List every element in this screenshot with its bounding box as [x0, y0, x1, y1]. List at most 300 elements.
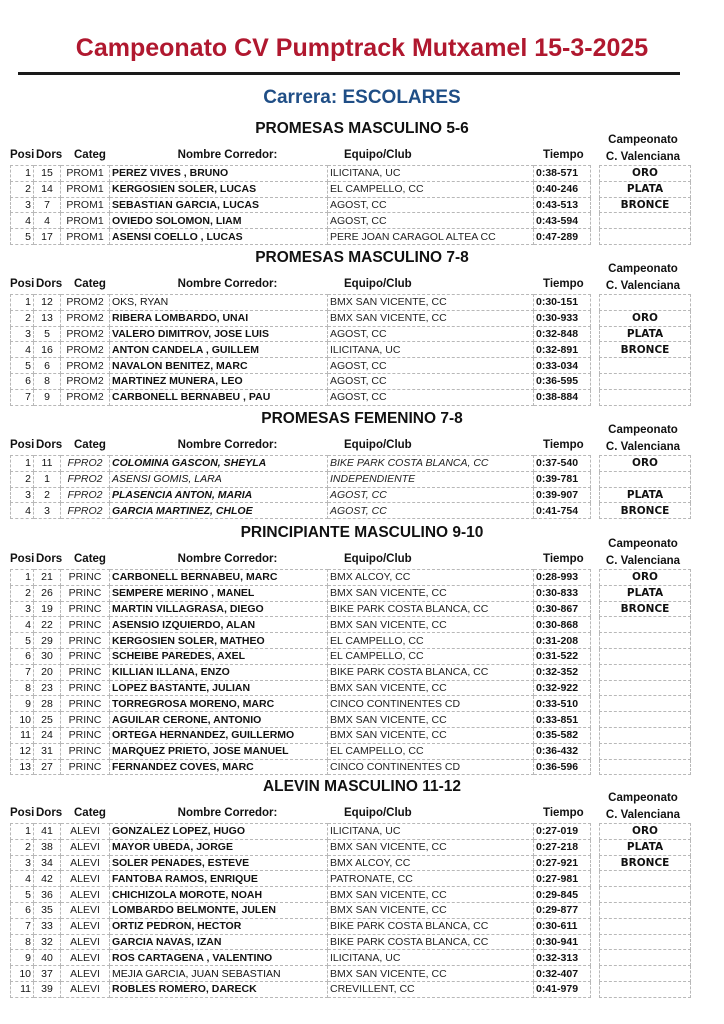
time-cell: 0:36-595	[534, 373, 591, 389]
time-cell: 0:27-981	[534, 871, 591, 887]
rider-name-cell: PEREZ VIVES , BRUNO	[110, 166, 328, 182]
medal-cell	[600, 950, 691, 966]
bib-number-cell: 13	[34, 310, 61, 326]
section-title: PRINCIPIANTE MASCULINO 9-10	[240, 524, 484, 541]
rider-name-cell: FANTOBA RAMOS, ENRIQUE	[110, 871, 328, 887]
column-header-club: Equipo/Club	[344, 553, 412, 565]
bib-number-cell: 26	[34, 585, 61, 601]
column-header-name: Nombre Corredor:	[177, 278, 278, 290]
category-cell: ALEVI	[61, 839, 110, 855]
medal-cell: BRONCE	[600, 342, 691, 358]
table-row[interactable]	[11, 743, 691, 759]
time-cell: 0:32-848	[534, 326, 591, 342]
time-cell: 0:43-513	[534, 197, 591, 213]
rider-name-cell: KERGOSIEN SOLER, LUCAS	[110, 181, 328, 197]
rider-name-cell: SEMPERE MERINO , MANEL	[110, 585, 328, 601]
rider-name-cell: MARTINEZ MUNERA, LEO	[110, 373, 328, 389]
section-title: PROMESAS FEMENINO 7-8	[261, 410, 463, 427]
category-cell: PROM1	[61, 229, 110, 245]
column-header-dors: Dors	[36, 278, 63, 290]
club-cell: PERE JOAN CARAGOL ALTEA CC	[328, 229, 534, 245]
medal-cell	[600, 373, 691, 389]
column-header-posi: Posi	[10, 278, 35, 290]
page-title: Campeonato CV Pumptrack Mutxamel 15-3-2025	[75, 34, 649, 62]
rider-name-cell: SOLER PENADES, ESTEVE	[110, 855, 328, 871]
time-cell: 0:30-151	[534, 295, 591, 311]
category-cell: PROM1	[61, 213, 110, 229]
table-row[interactable]	[11, 950, 691, 966]
column-gap	[591, 871, 600, 887]
category-cell: ALEVI	[61, 855, 110, 871]
position-cell: 7	[11, 389, 34, 405]
bib-number-cell: 17	[34, 229, 61, 245]
table-row[interactable]	[11, 617, 691, 633]
category-cell: FPRO2	[61, 503, 110, 519]
time-cell: 0:36-596	[534, 759, 591, 775]
bib-number-cell: 20	[34, 664, 61, 680]
table-row[interactable]	[11, 570, 691, 586]
results-section	[0, 778, 724, 1001]
table-row[interactable]	[11, 918, 691, 934]
position-cell: 5	[11, 358, 34, 374]
club-cell: AGOST, CC	[328, 326, 534, 342]
position-cell: 3	[11, 487, 34, 503]
club-cell: AGOST, CC	[328, 197, 534, 213]
results-table	[10, 165, 691, 245]
column-gap	[591, 342, 600, 358]
column-header-dors: Dors	[36, 439, 63, 451]
championship-header-line2: C. Valenciana	[605, 280, 681, 292]
position-cell: 6	[11, 902, 34, 918]
column-gap	[591, 487, 600, 503]
title-divider	[18, 72, 680, 75]
bib-number-cell: 32	[34, 934, 61, 950]
time-cell: 0:30-833	[534, 585, 591, 601]
medal-cell	[600, 633, 691, 649]
position-cell: 8	[11, 934, 34, 950]
category-cell: PRINC	[61, 664, 110, 680]
time-cell: 0:30-611	[534, 918, 591, 934]
club-cell: BMX SAN VICENTE, CC	[328, 295, 534, 311]
bib-number-cell: 22	[34, 617, 61, 633]
table-row[interactable]	[11, 648, 691, 664]
bib-number-cell: 2	[34, 487, 61, 503]
club-cell: BIKE PARK COSTA BLANCA, CC	[328, 601, 534, 617]
table-row[interactable]	[11, 601, 691, 617]
rider-name-cell: TORREGROSA MORENO, MARC	[110, 696, 328, 712]
column-header-posi: Posi	[10, 807, 35, 819]
rider-name-cell: GONZALEZ LOPEZ, HUGO	[110, 824, 328, 840]
time-cell: 0:31-522	[534, 648, 591, 664]
championship-header-line2: C. Valenciana	[605, 151, 681, 163]
position-cell: 3	[11, 197, 34, 213]
bib-number-cell: 16	[34, 342, 61, 358]
position-cell: 1	[11, 824, 34, 840]
table-row[interactable]	[11, 342, 691, 358]
column-header-categ: Categ	[74, 553, 106, 565]
position-cell: 2	[11, 839, 34, 855]
rider-name-cell: MAYOR UBEDA, JORGE	[110, 839, 328, 855]
column-header-posi: Posi	[10, 553, 35, 565]
category-cell: PROM1	[61, 166, 110, 182]
time-cell: 0:43-594	[534, 213, 591, 229]
category-cell: PRINC	[61, 696, 110, 712]
table-row[interactable]	[11, 696, 691, 712]
medal-cell: PLATA	[600, 181, 691, 197]
rider-name-cell: KERGOSIEN SOLER, MATHEO	[110, 633, 328, 649]
position-cell: 6	[11, 373, 34, 389]
results-table	[10, 569, 691, 775]
position-cell: 10	[11, 712, 34, 728]
medal-cell: ORO	[600, 570, 691, 586]
rider-name-cell: ROS CARTAGENA , VALENTINO	[110, 950, 328, 966]
bib-number-cell: 14	[34, 181, 61, 197]
results-table	[10, 455, 691, 519]
section-title: PROMESAS MASCULINO 7-8	[255, 249, 469, 266]
medal-cell	[600, 664, 691, 680]
position-cell: 7	[11, 918, 34, 934]
medal-cell	[600, 934, 691, 950]
table-row[interactable]	[11, 389, 691, 405]
table-row[interactable]	[11, 487, 691, 503]
medal-cell	[600, 648, 691, 664]
position-cell: 10	[11, 966, 34, 982]
club-cell: EL CAMPELLO, CC	[328, 633, 534, 649]
rider-name-cell: GARCIA NAVAS, IZAN	[110, 934, 328, 950]
table-row[interactable]	[11, 824, 691, 840]
bib-number-cell: 25	[34, 712, 61, 728]
table-row[interactable]	[11, 295, 691, 311]
column-gap	[591, 585, 600, 601]
category-cell: PROM2	[61, 310, 110, 326]
rider-name-cell: CARBONELL BERNABEU , PAU	[110, 389, 328, 405]
time-cell: 0:30-867	[534, 601, 591, 617]
table-row[interactable]	[11, 680, 691, 696]
rider-name-cell: NAVALON BENITEZ, MARC	[110, 358, 328, 374]
club-cell: BMX SAN VICENTE, CC	[328, 680, 534, 696]
medal-cell	[600, 966, 691, 982]
club-cell: BMX SAN VICENTE, CC	[328, 310, 534, 326]
column-gap	[591, 213, 600, 229]
column-gap	[591, 310, 600, 326]
bib-number-cell: 6	[34, 358, 61, 374]
medal-cell	[600, 617, 691, 633]
table-row[interactable]	[11, 471, 691, 487]
medal-cell	[600, 471, 691, 487]
bib-number-cell: 36	[34, 887, 61, 903]
bib-number-cell: 38	[34, 839, 61, 855]
time-cell: 0:29-845	[534, 887, 591, 903]
table-row[interactable]	[11, 456, 691, 472]
category-cell: PRINC	[61, 648, 110, 664]
column-header-name: Nombre Corredor:	[177, 553, 278, 565]
column-gap	[591, 887, 600, 903]
time-cell: 0:30-941	[534, 934, 591, 950]
results-table	[10, 823, 691, 998]
time-cell: 0:37-540	[534, 456, 591, 472]
column-gap	[591, 759, 600, 775]
medal-cell: BRONCE	[600, 197, 691, 213]
medal-cell	[600, 213, 691, 229]
table-row[interactable]	[11, 712, 691, 728]
table-row[interactable]	[11, 727, 691, 743]
column-header-posi: Posi	[10, 149, 35, 161]
column-header-club: Equipo/Club	[344, 278, 412, 290]
rider-name-cell: VALERO DIMITROV, JOSE LUIS	[110, 326, 328, 342]
column-gap	[591, 229, 600, 245]
position-cell: 3	[11, 855, 34, 871]
bib-number-cell: 19	[34, 601, 61, 617]
club-cell: CREVILLENT, CC	[328, 981, 534, 997]
column-gap	[591, 373, 600, 389]
medal-cell: ORO	[600, 166, 691, 182]
bib-number-cell: 9	[34, 389, 61, 405]
position-cell: 4	[11, 342, 34, 358]
column-header-categ: Categ	[74, 278, 106, 290]
column-gap	[591, 471, 600, 487]
column-gap	[591, 743, 600, 759]
club-cell: BMX ALCOY, CC	[328, 570, 534, 586]
table-row[interactable]	[11, 326, 691, 342]
rider-name-cell: ANTON CANDELA , GUILLEM	[110, 342, 328, 358]
medal-cell	[600, 981, 691, 997]
medal-cell: ORO	[600, 456, 691, 472]
results-section	[0, 524, 724, 778]
position-cell: 5	[11, 633, 34, 649]
championship-header-line2: C. Valenciana	[605, 555, 681, 567]
table-row[interactable]	[11, 871, 691, 887]
time-cell: 0:41-754	[534, 503, 591, 519]
position-cell: 11	[11, 981, 34, 997]
club-cell: EL CAMPELLO, CC	[328, 181, 534, 197]
medal-cell	[600, 712, 691, 728]
bib-number-cell: 40	[34, 950, 61, 966]
column-gap	[591, 727, 600, 743]
rider-name-cell: OKS, RYAN	[110, 295, 328, 311]
table-row[interactable]	[11, 902, 691, 918]
category-cell: PRINC	[61, 617, 110, 633]
position-cell: 3	[11, 601, 34, 617]
medal-cell	[600, 871, 691, 887]
bib-number-cell: 15	[34, 166, 61, 182]
bib-number-cell: 5	[34, 326, 61, 342]
column-header-time: Tiempo	[543, 807, 584, 819]
rider-name-cell: ASENSI GOMIS, LARA	[110, 471, 328, 487]
time-cell: 0:38-884	[534, 389, 591, 405]
medal-cell: PLATA	[600, 487, 691, 503]
position-cell: 2	[11, 471, 34, 487]
category-cell: PROM1	[61, 181, 110, 197]
column-header-categ: Categ	[74, 439, 106, 451]
medal-cell	[600, 902, 691, 918]
time-cell: 0:33-851	[534, 712, 591, 728]
position-cell: 1	[11, 570, 34, 586]
position-cell: 4	[11, 871, 34, 887]
column-gap	[591, 295, 600, 311]
column-gap	[591, 617, 600, 633]
club-cell: BMX ALCOY, CC	[328, 855, 534, 871]
results-section	[0, 249, 724, 409]
club-cell: AGOST, CC	[328, 358, 534, 374]
column-header-categ: Categ	[74, 149, 106, 161]
club-cell: BIKE PARK COSTA BLANCA, CC	[328, 664, 534, 680]
table-row[interactable]	[11, 966, 691, 982]
rider-name-cell: MARTIN VILLAGRASA, DIEGO	[110, 601, 328, 617]
championship-header-line1: Campeonato	[608, 792, 678, 804]
time-cell: 0:30-933	[534, 310, 591, 326]
medal-cell: BRONCE	[600, 855, 691, 871]
column-gap	[591, 902, 600, 918]
column-header-dors: Dors	[36, 553, 63, 565]
column-gap	[591, 181, 600, 197]
column-header-dors: Dors	[36, 807, 63, 819]
column-gap	[591, 934, 600, 950]
club-cell: BIKE PARK COSTA BLANCA, CC	[328, 918, 534, 934]
rider-name-cell: CARBONELL BERNABEU, MARC	[110, 570, 328, 586]
category-cell: PRINC	[61, 585, 110, 601]
column-gap	[591, 839, 600, 855]
time-cell: 0:33-034	[534, 358, 591, 374]
table-row[interactable]	[11, 839, 691, 855]
bib-number-cell: 7	[34, 197, 61, 213]
rider-name-cell: ORTEGA HERNANDEZ, GUILLERMO	[110, 727, 328, 743]
medal-cell: PLATA	[600, 585, 691, 601]
rider-name-cell: SCHEIBE PAREDES, AXEL	[110, 648, 328, 664]
club-cell: CINCO CONTINENTES CD	[328, 759, 534, 775]
club-cell: BMX SAN VICENTE, CC	[328, 712, 534, 728]
table-row[interactable]	[11, 166, 691, 182]
position-cell: 1	[11, 456, 34, 472]
column-header-time: Tiempo	[543, 553, 584, 565]
bib-number-cell: 12	[34, 295, 61, 311]
club-cell: BMX SAN VICENTE, CC	[328, 966, 534, 982]
column-gap	[591, 358, 600, 374]
position-cell: 12	[11, 743, 34, 759]
championship-header-line2: C. Valenciana	[605, 441, 681, 453]
club-cell: EL CAMPELLO, CC	[328, 743, 534, 759]
rider-name-cell: SEBASTIAN GARCIA, LUCAS	[110, 197, 328, 213]
medal-cell	[600, 727, 691, 743]
championship-header-line2: C. Valenciana	[605, 809, 681, 821]
table-row[interactable]	[11, 981, 691, 997]
column-header-time: Tiempo	[543, 149, 584, 161]
club-cell: AGOST, CC	[328, 487, 534, 503]
column-gap	[591, 326, 600, 342]
category-cell: PROM2	[61, 295, 110, 311]
category-cell: PROM2	[61, 389, 110, 405]
table-row[interactable]	[11, 358, 691, 374]
rider-name-cell: ROBLES ROMERO, DARECK	[110, 981, 328, 997]
column-header-time: Tiempo	[543, 278, 584, 290]
category-cell: PRINC	[61, 759, 110, 775]
table-row[interactable]	[11, 855, 691, 871]
table-row[interactable]	[11, 633, 691, 649]
medal-cell	[600, 358, 691, 374]
column-gap	[591, 166, 600, 182]
table-row[interactable]	[11, 229, 691, 245]
time-cell: 0:40-246	[534, 181, 591, 197]
column-gap	[591, 648, 600, 664]
category-cell: ALEVI	[61, 950, 110, 966]
table-row[interactable]	[11, 213, 691, 229]
category-cell: PROM2	[61, 373, 110, 389]
bib-number-cell: 27	[34, 759, 61, 775]
bib-number-cell: 33	[34, 918, 61, 934]
table-row[interactable]	[11, 181, 691, 197]
category-cell: FPRO2	[61, 471, 110, 487]
column-gap	[591, 824, 600, 840]
table-row[interactable]	[11, 887, 691, 903]
table-row[interactable]	[11, 197, 691, 213]
time-cell: 0:30-868	[534, 617, 591, 633]
column-gap	[591, 570, 600, 586]
position-cell: 13	[11, 759, 34, 775]
section-title: PROMESAS MASCULINO 5-6	[255, 120, 469, 137]
club-cell: BMX SAN VICENTE, CC	[328, 887, 534, 903]
bib-number-cell: 30	[34, 648, 61, 664]
club-cell: BMX SAN VICENTE, CC	[328, 839, 534, 855]
bib-number-cell: 11	[34, 456, 61, 472]
column-gap	[591, 389, 600, 405]
column-header-name: Nombre Corredor:	[177, 807, 278, 819]
club-cell: BMX SAN VICENTE, CC	[328, 902, 534, 918]
table-row[interactable]	[11, 934, 691, 950]
rider-name-cell: GARCIA MARTINEZ, CHLOE	[110, 503, 328, 519]
championship-header-line1: Campeonato	[608, 263, 678, 275]
club-cell: ILICITANA, UC	[328, 950, 534, 966]
medal-cell	[600, 887, 691, 903]
category-cell: PRINC	[61, 570, 110, 586]
bib-number-cell: 24	[34, 727, 61, 743]
column-gap	[591, 456, 600, 472]
table-row[interactable]	[11, 310, 691, 326]
category-cell: PROM2	[61, 358, 110, 374]
category-cell: PRINC	[61, 712, 110, 728]
table-row[interactable]	[11, 373, 691, 389]
time-cell: 0:47-289	[534, 229, 591, 245]
column-header-categ: Categ	[74, 807, 106, 819]
rider-name-cell: OVIEDO SOLOMON, LIAM	[110, 213, 328, 229]
column-header-time: Tiempo	[543, 439, 584, 451]
bib-number-cell: 34	[34, 855, 61, 871]
table-row[interactable]	[11, 503, 691, 519]
table-row[interactable]	[11, 664, 691, 680]
bib-number-cell: 1	[34, 471, 61, 487]
rider-name-cell: COLOMINA GASCON, SHEYLA	[110, 456, 328, 472]
club-cell: BMX SAN VICENTE, CC	[328, 617, 534, 633]
column-gap	[591, 696, 600, 712]
rider-name-cell: AGUILAR CERONE, ANTONIO	[110, 712, 328, 728]
position-cell: 4	[11, 503, 34, 519]
table-row[interactable]	[11, 585, 691, 601]
category-cell: PROM2	[61, 342, 110, 358]
position-cell: 5	[11, 229, 34, 245]
column-gap	[591, 712, 600, 728]
position-cell: 5	[11, 887, 34, 903]
category-cell: ALEVI	[61, 871, 110, 887]
medal-cell: BRONCE	[600, 601, 691, 617]
medal-cell	[600, 918, 691, 934]
position-cell: 2	[11, 310, 34, 326]
category-cell: PRINC	[61, 633, 110, 649]
club-cell: ILICITANA, UC	[328, 166, 534, 182]
table-row[interactable]	[11, 759, 691, 775]
bib-number-cell: 8	[34, 373, 61, 389]
position-cell: 2	[11, 181, 34, 197]
bib-number-cell: 4	[34, 213, 61, 229]
club-cell: AGOST, CC	[328, 213, 534, 229]
results-section	[0, 120, 724, 248]
